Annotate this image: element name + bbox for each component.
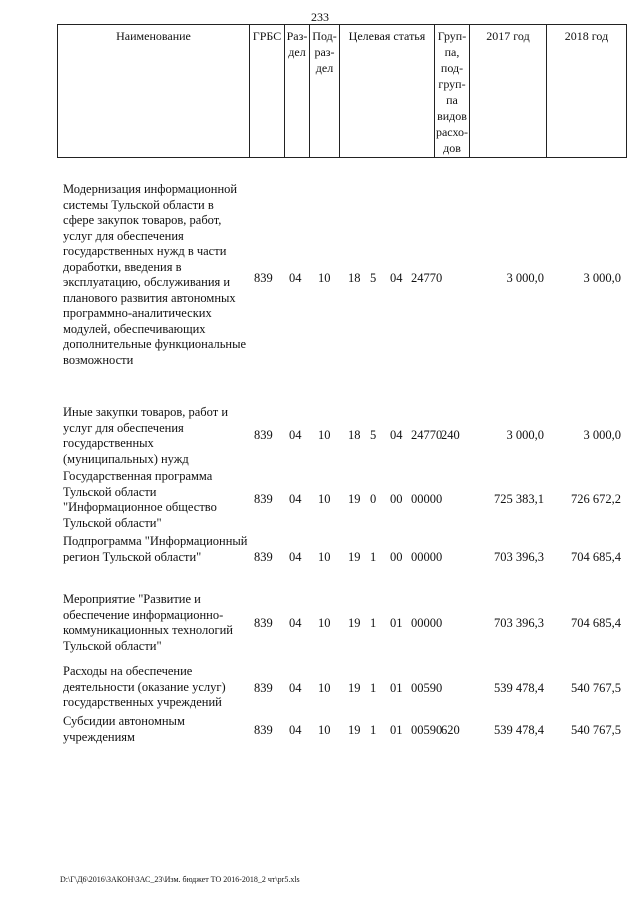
row-2018: 3 000,0 (583, 428, 621, 442)
file-path-footer: D:\Г\Д6\2016\ЗАКОН\ЗАС_23\Изм. бюджет ТО 2016-2018_2 чт\pr5.xls (60, 875, 300, 884)
header-group-label: Груп- па, под- груп- па видов расхо- дов (435, 29, 469, 155)
row-podrazdel: 10 (318, 550, 331, 564)
row-grbs: 839 (254, 723, 273, 737)
table-row (57, 182, 627, 377)
header-target-label: Целевая статья (348, 29, 426, 43)
row-target-2: 5 (370, 271, 377, 285)
header-2017-label: 2017 год (486, 29, 530, 43)
header-grbs (249, 24, 284, 157)
table-row (57, 592, 627, 654)
row-target-1: 19 (348, 550, 361, 564)
row-razdel: 04 (289, 492, 302, 506)
row-target-3: 04 (390, 428, 403, 442)
table-row (57, 714, 627, 748)
row-target-1: 19 (348, 616, 361, 630)
row-2018: 540 767,5 (571, 723, 621, 737)
row-target-1: 18 (348, 271, 361, 285)
row-target-3: 01 (390, 723, 403, 737)
header-target (339, 24, 434, 157)
row-group: 240 (441, 428, 460, 442)
row-2018: 704 685,4 (571, 550, 621, 564)
row-podrazdel: 10 (318, 492, 331, 506)
row-target-3: 00 (390, 492, 403, 506)
row-grbs: 839 (254, 550, 273, 564)
header-group (434, 24, 469, 157)
header-podrazdel (309, 24, 339, 157)
table-row (57, 405, 627, 467)
row-2017: 3 000,0 (506, 428, 544, 442)
row-name: Подпрограмма "Информационный регион Тульской области" (63, 534, 248, 564)
header-2018 (546, 24, 627, 157)
row-2018: 3 000,0 (583, 271, 621, 285)
row-podrazdel: 10 (318, 723, 331, 737)
row-target-4: 00590 (411, 681, 443, 695)
row-name: Субсидии автономным учреждениям (63, 714, 185, 744)
row-grbs: 839 (254, 681, 273, 695)
row-name: Модернизация информационной системы Тульской области в сфере закупок товаров, работ, услуг для обеспечения государственных нужд в части доработки, введения в эксплуатацию, обслуживания и планового развития автономных программно-аналитических модулей, обеспечивающих дополнительные функциональные возможности (63, 182, 247, 367)
row-2017: 3 000,0 (506, 271, 544, 285)
row-razdel: 04 (289, 723, 302, 737)
row-name: Государственная программа Тульской области "Информационное общество Тульской области" (63, 469, 217, 530)
row-target-4: 24770 (411, 428, 443, 442)
row-razdel: 04 (289, 271, 302, 285)
table-row (57, 664, 627, 712)
row-podrazdel: 10 (318, 271, 331, 285)
row-2018: 726 672,2 (571, 492, 621, 506)
row-2017: 703 396,3 (494, 550, 544, 564)
header-razdel-label: Раз- дел (286, 29, 308, 59)
row-2017: 539 478,4 (494, 723, 544, 737)
row-grbs: 839 (254, 492, 273, 506)
header-bottom-rule (57, 157, 627, 158)
row-grbs: 839 (254, 428, 273, 442)
row-2018: 540 767,5 (571, 681, 621, 695)
row-target-2: 0 (370, 492, 377, 506)
row-podrazdel: 10 (318, 428, 331, 442)
row-target-4: 00000 (411, 550, 443, 564)
header-2018-label: 2018 год (564, 29, 609, 43)
row-group: 620 (441, 723, 460, 737)
row-target-3: 04 (390, 271, 403, 285)
table-row (57, 469, 627, 531)
row-2017: 703 396,3 (494, 616, 544, 630)
row-target-2: 1 (370, 616, 377, 630)
row-razdel: 04 (289, 681, 302, 695)
row-target-4: 00590 (411, 723, 443, 737)
table-header (57, 24, 627, 157)
row-razdel: 04 (289, 428, 302, 442)
header-name (57, 24, 249, 157)
header-grbs-label: ГРБС (252, 29, 282, 43)
row-target-2: 1 (370, 681, 377, 695)
row-target-3: 01 (390, 681, 403, 695)
row-name: Иные закупки товаров, работ и услуг для обеспечения государственных (муниципальных) нужд (63, 405, 229, 466)
row-target-1: 19 (348, 492, 361, 506)
row-target-4: 00000 (411, 616, 443, 630)
row-podrazdel: 10 (318, 681, 331, 695)
row-name: Мероприятие "Развитие и обеспечение информационно-коммуникационных технологий Тульской области" (63, 592, 233, 653)
row-target-2: 5 (370, 428, 377, 442)
row-2018: 704 685,4 (571, 616, 621, 630)
row-grbs: 839 (254, 616, 273, 630)
header-2017 (469, 24, 546, 157)
header-podrazdel-label: Под- раз- дел (312, 29, 337, 75)
row-razdel: 04 (289, 550, 302, 564)
row-razdel: 04 (289, 616, 302, 630)
row-grbs: 839 (254, 271, 273, 285)
header-razdel (284, 24, 309, 157)
row-target-2: 1 (370, 723, 377, 737)
row-2017: 725 383,1 (494, 492, 544, 506)
row-target-3: 00 (390, 550, 403, 564)
row-target-1: 18 (348, 428, 361, 442)
header-name-label: Наименование (116, 29, 191, 43)
row-podrazdel: 10 (318, 616, 331, 630)
row-target-3: 01 (390, 616, 403, 630)
row-2017: 539 478,4 (494, 681, 544, 695)
row-name: Расходы на обеспечение деятельности (оказание услуг) государственных учреждений (63, 664, 226, 709)
row-target-2: 1 (370, 550, 377, 564)
table-row (57, 534, 627, 582)
row-target-4: 24770 (411, 271, 443, 285)
row-target-4: 00000 (411, 492, 443, 506)
row-target-1: 19 (348, 723, 361, 737)
page-number: 233 (311, 10, 329, 24)
row-target-1: 19 (348, 681, 361, 695)
